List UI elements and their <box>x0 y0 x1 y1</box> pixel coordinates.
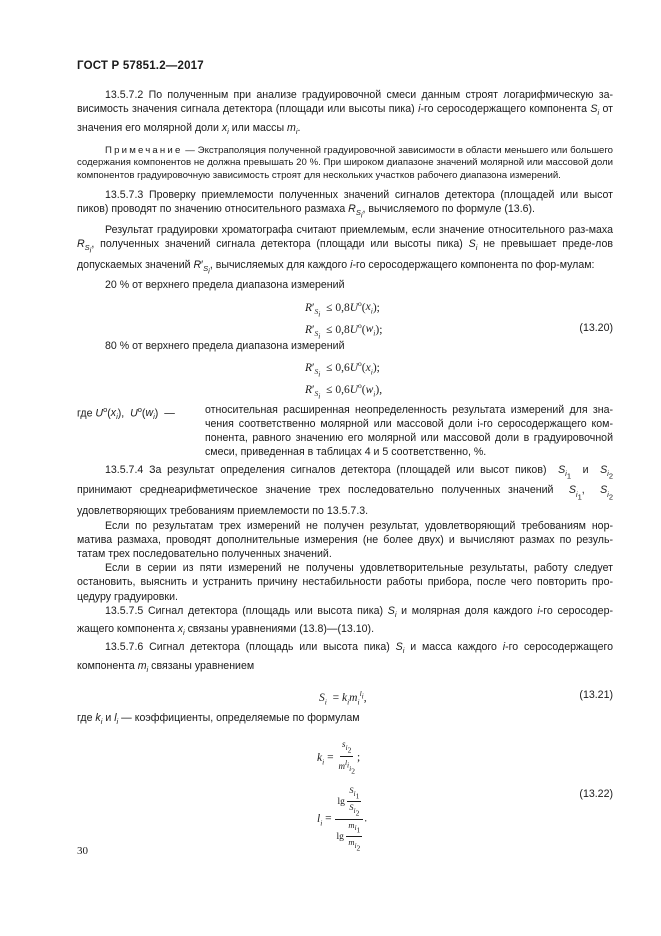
note-paragraph <box>77 145 613 183</box>
paragraph-additional-measurements: Если по результатам трех измерений не получен результат, удовлетворяющий требованиям нор-матива размаха, проводят дополнительные измерения (не более двух) и вычисляют размах по резуль-татам трех последовательно полученных значений. <box>77 519 613 560</box>
fraction-l: lg $\frac{S_{i_1}}{S_{i_2}}$ lg $\frac{m_{i_1}}{m_{i_2}}$ <box>335 785 365 853</box>
note-label: Примечание <box>105 144 183 156</box>
paragraph-13-5-7-2: 13.5.7.2 По полученным при анализе градуировочной смеси данным строят логарифмическую за-висимость значения сигнала детектора (площади или высоты пика) i-го серосодержащего компонента $S_i$ от значения его молярной доли $x_i$ или массы $m_i$. <box>77 89 613 136</box>
formula-row <box>77 315 613 341</box>
paragraph-80-percent: 80 % от верхнего предела диапазона измерений <box>105 339 345 352</box>
formula-13-22-block <box>77 729 613 859</box>
formula-13-21: $S_i = k_im_i^{l_i}$, <box>319 688 367 707</box>
where-symbols: где $U^о(x_i)$, $U^о(w_i)$ — <box>77 404 175 422</box>
paragraph-coefficients: где $k_i$ и $l_i$ — коэффициенты, определяемые по формулам <box>77 711 360 727</box>
paragraph-13-5-7-4: 13.5.7.4 За результат определения сигналов детектора (площадей или высот пиков) $S_{i_1}$ и $S_{i_2}$ принимают среднеарифметическое значение трех последовательно полученных значений $S_{i_1}$, $S_{i_2}$ удовлетворяющих требованиям приемлемости по 13.5.7.3. <box>77 463 613 518</box>
paragraph-13-5-7-5: 13.5.7.5 Сигнал детектора (площадь или высота пика) $S_i$ и молярная доля каждого i-го серосодер-жащего компонента $x_i$ связаны уравнениями (13.8)—(13.10). <box>77 604 613 638</box>
formula-row <box>77 677 613 707</box>
formula-row <box>77 293 613 319</box>
where-definition: относительная расширенная неопределенность результата измерений для зна-чения соответственно молярной или массовой доли i-го серосодержащего ком-понента, равного значению его молярной или массовой доли в градуировочной смеси, приведенная в таблицах 4 и 5 соответственно, %. <box>205 403 613 459</box>
paragraph-13-5-7-6: 13.5.7.6 Сигнал детектора (площадь или высота пика) $S_i$ и масса каждого i-го серосодержащего компонента $m_i$ связаны уравнением <box>77 641 614 674</box>
formula-r-06-x: $R'_{S_i} \le 0,6U^о(x_i)$; <box>305 358 380 379</box>
equation-number-13-20: (13.20) <box>579 321 613 334</box>
formula-r-08-w: $R'_{S_i} \le 0,8U^о(w_i)$; <box>305 320 383 341</box>
document-header: ГОСТ Р 57851.2—2017 <box>77 60 204 72</box>
formula-k: $k_i$ = $\frac{s_{i_2}}{m^{l_i}_{i_2}}$ ; <box>317 739 361 776</box>
formula-r-08-x: $R'_{S_i} \le 0,8U^о(x_i)$; <box>305 298 380 319</box>
formula-row <box>77 375 613 401</box>
formula-r-06-w: $R'_{S_i} \le 0,6U^о(w_i)$, <box>305 380 383 401</box>
page-number: 30 <box>77 845 88 857</box>
formula-row <box>77 353 613 379</box>
page-body <box>77 88 613 859</box>
equation-number-13-21: (13.21) <box>579 688 613 701</box>
equation-number-13-22: (13.22) <box>579 788 613 801</box>
note-text: — Экстраполяция полученной градуировочной зависимости в области меньшего или большего содержания компонентов не должна превышать 20 %. При широком диапазоне значений молярной или массовой доли компонентов градуировочную зависимость строят для нескольких участков рабочего диапазона измерений. <box>77 144 613 182</box>
fraction-k: $\frac{s_{i_2}}{m^{l_i}_{i_2}}$ <box>338 739 355 776</box>
paragraph-13-5-7-3: 13.5.7.3 Проверку приемлемости полученных значений сигналов детектора (площадей или высот пиков) проводят по значению относительного размаха $R_{S_i}$, вычисляемого по формуле (13.6). <box>77 188 613 220</box>
where-block <box>77 403 613 460</box>
paragraph-20-percent: 20 % от верхнего предела диапазона измерений <box>105 279 345 292</box>
paragraph-acceptance: Результат градуировки хроматографа считают приемлемым, если значение относительного раз-маха $R_{S_i}$, полученных значений сигнала детектора (площади или высоты пика) $S_i$ не превышает преде-лов допускаемых значений $R'_{S_i}$, вычисляемых для каждого i-го серосодержащего компонента по фор-мулам: <box>77 223 613 276</box>
paragraph-five-measurements: Если в серии из пяти измерений не получены удовлетворительные результаты, работу следует остановить, выяснить и устранить причину нестабильности работы прибора, после чего повторить про-цедуру градуировки. <box>77 562 613 603</box>
formula-l: $l_i$ = lg $\frac{S_{i_1}}{S_{i_2}}$ lg $\frac{m_{i_1}}{m_{i_2}}$ . <box>317 785 368 853</box>
